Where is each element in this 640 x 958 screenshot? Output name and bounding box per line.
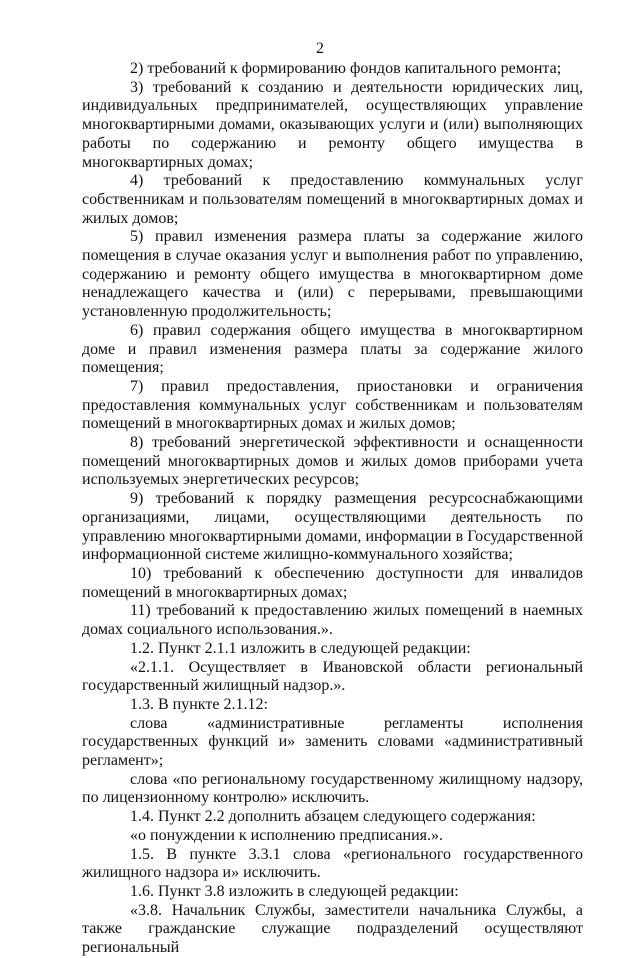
page-number: 2 [316,40,324,57]
amendment-1-2: 1.2. Пункт 2.1.1 изложить в следующей редакции: [130,639,471,657]
document-body [82,60,583,958]
amendment-1-2-text: «2.1.1. Осуществляет в Ивановской области региональный государственный жилищный надзор.». [82,658,583,695]
paragraph-item-9: 9) требований к порядку размещения ресурсоснабжающими организациями, лицами, осуществляющими деятельность по управлению многоквартирными домами, информации в Государственной информационной системе жилищно-коммунального хозяйства; [82,490,583,564]
paragraph-item-4: 4) требований к предоставлению коммунальных услуг собственникам и пользователям помещений в многоквартирных домах и жилых домов; [82,172,583,227]
amendment-1-4-text: «о понуждении к исполнению предписания.». [130,826,444,844]
paragraph-item-3: 3) требований к созданию и деятельности юридических лиц, индивидуальных предпринимателей, осуществляющих управление многоквартирными домами, оказывающих услуги и (или) выполняющих работы по содержанию и ремонту общего имущества в многоквартирных домах; [82,78,583,171]
paragraph-item-7: 7) правил предоставления, приостановки и ограничения предоставления коммунальных услуг собственникам и пользователям помещений в многоквартирных домах и жилых домов; [82,377,583,433]
paragraph-item-6: 6) правил содержания общего имущества в многоквартирном доме и правил изменения размера платы за содержание жилого помещения; [82,321,583,377]
amendment-1-3-words-1: слова «административные регламенты исполнения государственных функций и» заменить словами «административный регламент»; [82,714,583,770]
amendment-1-4: 1.4. Пункт 2.2 дополнить абзацем следующего содержания: [130,808,536,826]
amendment-1-3: 1.3. В пункте 2.1.12: [130,695,268,713]
paragraph-item-11: 11) требований к предоставлению жилых помещений в наемных домах социального использования.». [82,602,583,639]
paragraph-item-2: 2) требований к формированию фондов капитального ремонта; [130,60,562,77]
paragraph-item-8: 8) требований энергетической эффективности и оснащенности помещений многоквартирных домов и жилых домов приборами учета используемых энергетических ресурсов; [82,434,583,489]
paragraph-item-5: 5) правил изменения размера платы за содержание жилого помещения в случае оказания услуг и выполнения работ по управлению, содержанию и ремонту общего имущества в многоквартирном доме ненадлежащего качества и (или) с перерывами, превышающими установленную продолжительность; [82,228,583,321]
amendment-1-3-words-2: слова «по региональному государственному жилищному надзору, по лицензионному контролю» исключить. [82,770,583,807]
amendment-1-6-text: «3.8. Начальник Службы, заместители начальника Службы, а также гражданские служащие подразделений осуществляют региональный [82,901,583,957]
amendment-1-5: 1.5. В пункте 3.3.1 слова «регионального государственного жилищного надзора и» исключить. [82,845,583,882]
paragraph-item-10: 10) требований к обеспечению доступности для инвалидов помещений в многоквартирных домах; [82,564,583,601]
amendment-1-6: 1.6. Пункт 3.8 изложить в следующей редакции: [130,882,459,900]
